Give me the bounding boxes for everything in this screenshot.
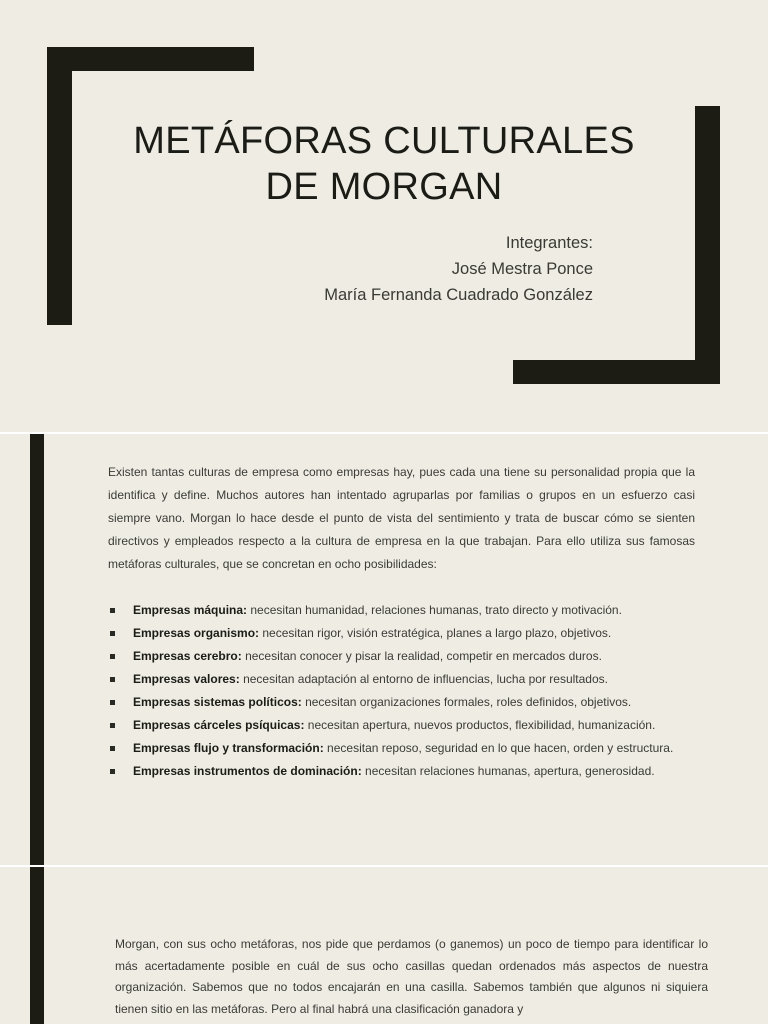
metaphor-term: Empresas flujo y transformación: <box>133 741 324 755</box>
metaphor-description: necesitan organizaciones formales, roles definidos, objetivos. <box>301 695 632 709</box>
square-bullet-icon <box>110 746 115 751</box>
page-title <box>0 118 768 210</box>
square-bullet-icon <box>110 677 115 682</box>
list-item <box>108 599 695 622</box>
list-item <box>108 645 695 668</box>
members-block <box>324 230 593 308</box>
metaphor-term: Empresas máquina: <box>133 603 248 617</box>
metaphors-slide <box>0 434 768 865</box>
square-bullet-icon <box>110 700 115 705</box>
square-bullet-icon <box>110 769 115 774</box>
members-heading: Integrantes: <box>505 234 593 252</box>
conclusion-slide <box>0 867 768 1024</box>
metaphor-term: Empresas organismo: <box>133 626 260 640</box>
frame-bar-top-left-horizontal <box>47 47 254 71</box>
list-item <box>108 691 695 714</box>
intro-paragraph: Existen tantas culturas de empresa como empresas hay, pues cada una tiene su personalidad propia que la identifica y define. Muchos autores han intentado agruparlas por familias o grupos en un esfuerzo casi siempre vano. Morgan lo hace desde el punto de vista del sentimiento y trata de buscar cómo se sienten directivos y empleados respecto a la cultura de empresa en la que trabajan. Para ello utiliza sus famosas metáforas culturales, que se concretan en ocho posibilidades: <box>108 465 695 571</box>
metaphor-description: necesitan adaptación al entorno de influencias, lucha por resultados. <box>239 672 608 686</box>
list-item <box>108 622 695 645</box>
metaphor-term: Empresas cárceles psíquicas: <box>133 718 305 732</box>
metaphor-term: Empresas instrumentos de dominación: <box>133 764 362 778</box>
title-line-2: DE MORGAN <box>265 166 503 208</box>
metaphor-term: Empresas cerebro: <box>133 649 242 663</box>
list-item <box>108 760 695 783</box>
list-item <box>108 737 695 760</box>
metaphor-term: Empresas sistemas políticos: <box>133 695 302 709</box>
square-bullet-icon <box>110 654 115 659</box>
list-item <box>108 714 695 737</box>
metaphor-description: necesitan apertura, nuevos productos, flexibilidad, humanización. <box>304 718 656 732</box>
metaphor-description: necesitan humanidad, relaciones humanas, trato directo y motivación. <box>247 603 622 617</box>
side-accent-bar <box>30 867 44 1024</box>
square-bullet-icon <box>110 608 115 613</box>
metaphor-description: necesitan conocer y pisar la realidad, competir en mercados duros. <box>241 649 602 663</box>
member-name: José Mestra Ponce <box>451 260 593 278</box>
frame-bar-bottom-right-horizontal <box>513 360 720 384</box>
list-item <box>108 668 695 691</box>
title-slide <box>0 0 768 432</box>
metaphor-description: necesitan reposo, seguridad en lo que hacen, orden y estructura. <box>323 741 674 755</box>
conclusion-paragraph: Morgan, con sus ocho metáforas, nos pide que perdamos (o ganemos) un poco de tiempo para identificar lo más acertadamente posible en cuál de sus ocho casillas quedan ordenados más aspectos de nuestra organización. Sabemos que no todos encajarán en una casilla. Sabemos también que algunos ni siquiera tienen sitio en las metáforas. Pero al final habrá una clasificación ganadora y <box>115 937 708 1016</box>
square-bullet-icon <box>110 723 115 728</box>
square-bullet-icon <box>110 631 115 636</box>
title-line-1: METÁFORAS CULTURALES <box>133 120 635 162</box>
metaphor-description: necesitan relaciones humanas, apertura, generosidad. <box>361 764 655 778</box>
member-name: María Fernanda Cuadrado González <box>324 286 593 304</box>
metaphor-list <box>108 599 695 783</box>
metaphor-term: Empresas valores: <box>133 672 240 686</box>
side-accent-bar <box>30 434 44 865</box>
metaphor-description: necesitan rigor, visión estratégica, planes a largo plazo, objetivos. <box>259 626 612 640</box>
